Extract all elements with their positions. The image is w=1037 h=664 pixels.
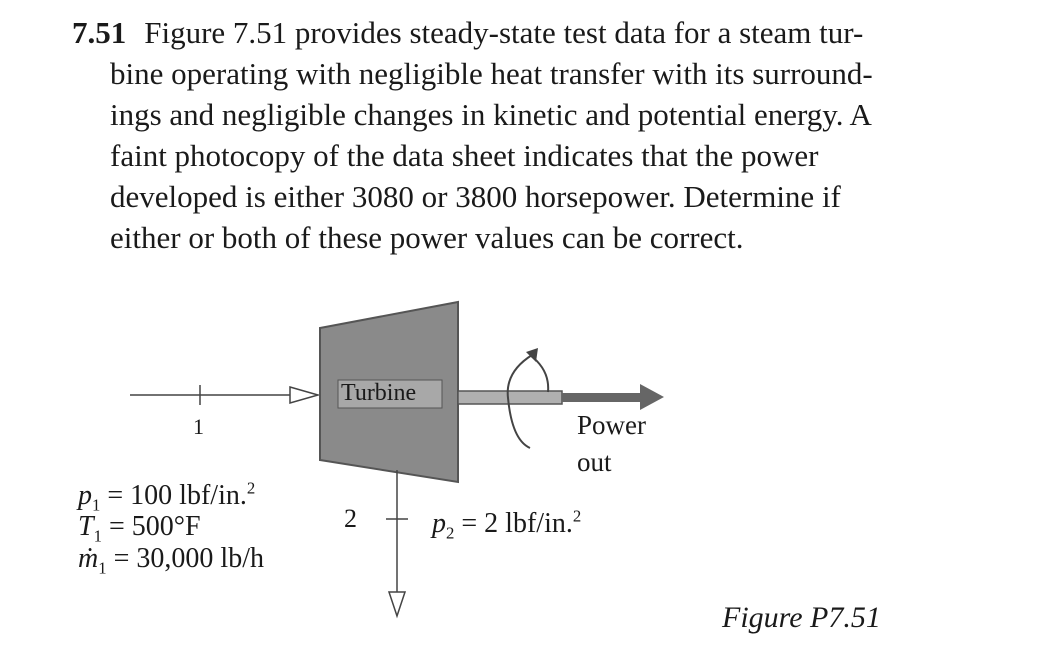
problem-line-2: bine operating with negligible heat transfer with its surround- bbox=[110, 56, 873, 91]
outlet-arrow-icon bbox=[389, 592, 405, 616]
problem-line-6: either or both of these power values can be correct. bbox=[110, 220, 744, 255]
problem-line-1: 7.51 Figure 7.51 provides steady-state test data for a steam tur- bbox=[72, 15, 864, 50]
problem-number: 7.51 bbox=[72, 15, 127, 50]
power-arrow-shaft bbox=[562, 393, 642, 402]
figure-caption: Figure P7.51 bbox=[722, 601, 881, 634]
power-arrow-icon bbox=[640, 384, 664, 410]
state2-label: 2 bbox=[344, 504, 357, 533]
m1-value: ṁ$_1$ = 30,000 lb/h bbox=[78, 543, 264, 578]
problem-line-4: faint photocopy of the data sheet indicates that the power bbox=[110, 138, 819, 173]
shaft bbox=[458, 391, 562, 404]
inlet-arrow-icon bbox=[290, 387, 318, 403]
power-out-label: out bbox=[577, 447, 612, 477]
p1-value: $p_1 = 100$ lbf/in.$^2$ bbox=[78, 478, 256, 515]
power-label: Power bbox=[577, 410, 646, 440]
problem-line-5: developed is either 3080 or 3800 horsepower. Determine if bbox=[110, 179, 841, 214]
t1-value: $T_1 = 500^\circ F$ bbox=[78, 511, 201, 546]
state1-label: 1 bbox=[193, 414, 204, 439]
problem-line-3: ings and negligible changes in kinetic and potential energy. A bbox=[110, 97, 872, 132]
turbine-label: Turbine bbox=[341, 380, 417, 406]
p2-value: $p_2 = 2$ lbf/in.$^2$ bbox=[432, 506, 582, 543]
